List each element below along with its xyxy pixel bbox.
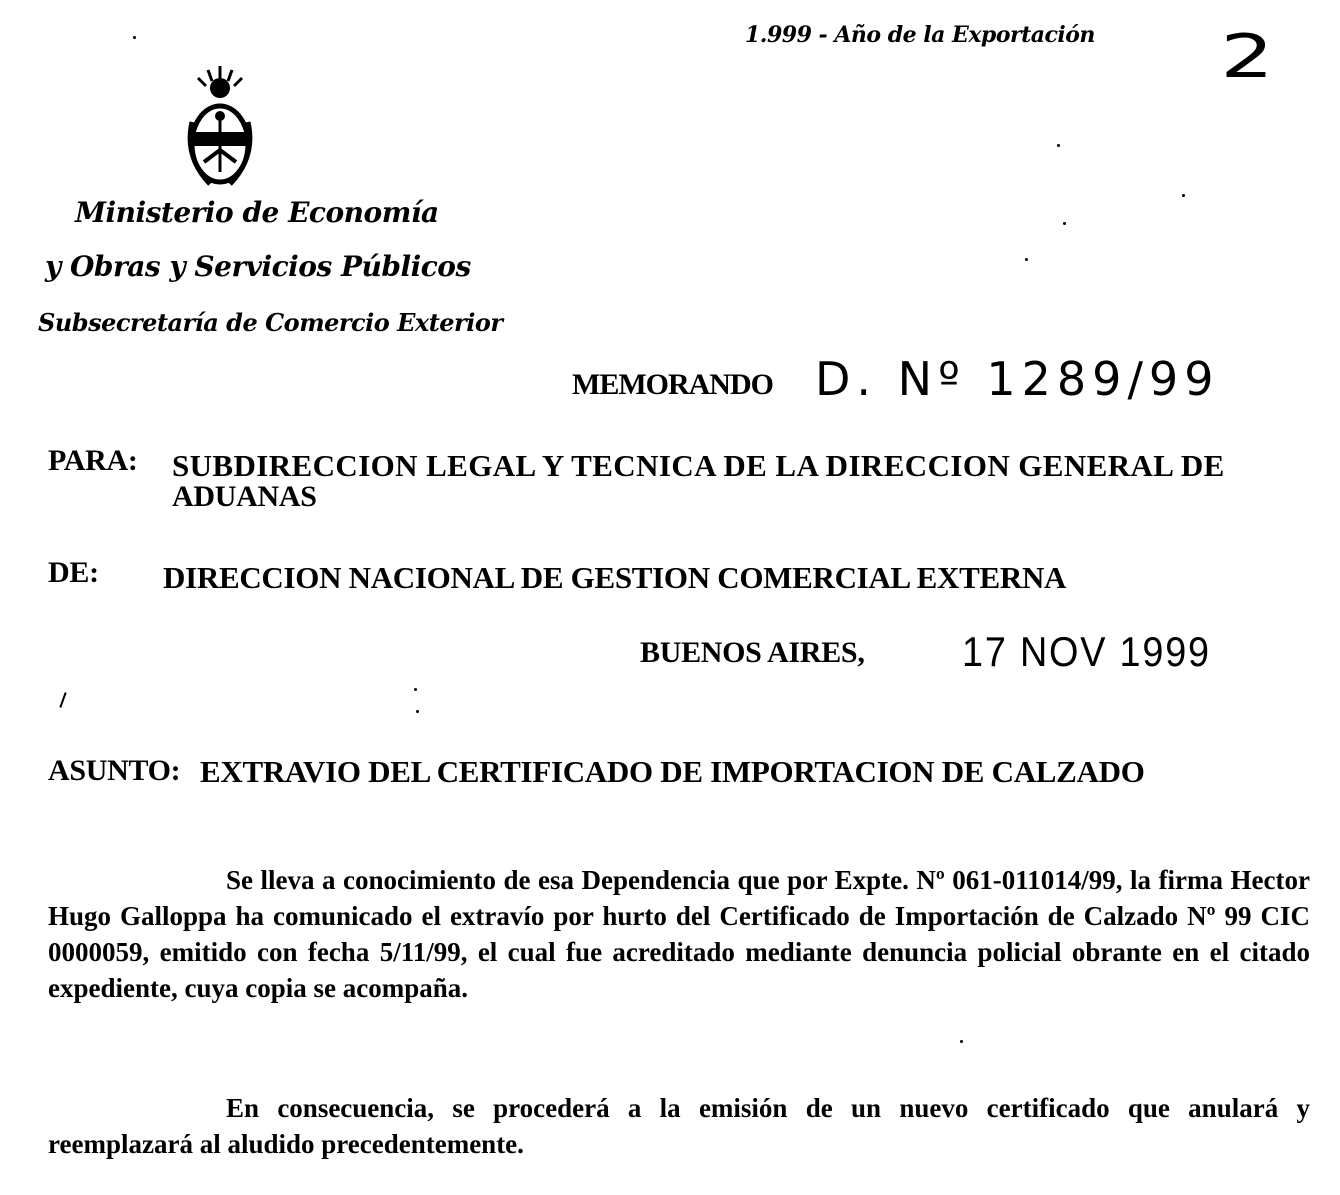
date-stamp: 17 NOV 1999 [962,628,1211,675]
memo-number-handwritten: D. Nº 1289/99 [815,352,1220,406]
scan-speck [1063,222,1066,225]
body-paragraph-1-text: Se lleva a conocimiento de esa Dependencia que por Expte. Nº 061-011014/99, la firma Hector Hugo Galloppa ha comunicado el extravío por hurto del Certificado de Importación de Calzado Nº 99 CIC 0000059, emitido con fecha 5/11/99, el cual fue acreditado mediante denuncia policial obrante en el citado expediente, cuya copia se acompaña. [48,865,1310,1003]
scan-speck [133,36,136,39]
ministry-name-line2: y Obras y Servicios Públicos [45,250,471,283]
scan-speck [960,1040,963,1043]
body-paragraph-2 [48,1090,1310,1162]
memo-title: MEMORANDO [572,368,773,401]
secretariat-name: Subsecretaría de Comercio Exterior [38,308,503,337]
asunto-label: ASUNTO: [48,754,181,787]
scan-speck [414,688,417,691]
body-paragraph-1 [48,862,1310,1006]
argentina-coat-of-arms-icon [180,62,260,192]
date-place: BUENOS AIRES, [640,636,865,669]
scan-mark [59,692,66,708]
de-sender: DIRECCION NACIONAL DE GESTION COMERCIAL EXTERNA [163,560,1067,595]
para-recipient-line1: SUBDIRECCION LEGAL Y TECNICA DE LA DIRECCION GENERAL DE [172,448,1225,483]
page-number-mark: 2 [1220,22,1274,92]
para-label: PARA: [48,444,138,477]
de-label: DE: [48,556,99,589]
scan-speck [1057,144,1060,147]
body-paragraph-2-text: En consecuencia, se procederá a la emisión de un nuevo certificado que anulará y reemplazará al aludido precedentemente. [48,1093,1310,1159]
scan-speck [416,710,419,713]
ministry-name-line1: Ministerio de Economía [75,196,439,229]
year-motto: 1.999 - Año de la Exportación [745,22,1095,48]
scan-speck [1025,258,1028,261]
para-recipient-line2: ADUANAS [172,480,317,513]
scan-speck [1182,194,1185,197]
asunto-subject: EXTRAVIO DEL CERTIFICADO DE IMPORTACION DE CALZADO [200,754,1145,789]
